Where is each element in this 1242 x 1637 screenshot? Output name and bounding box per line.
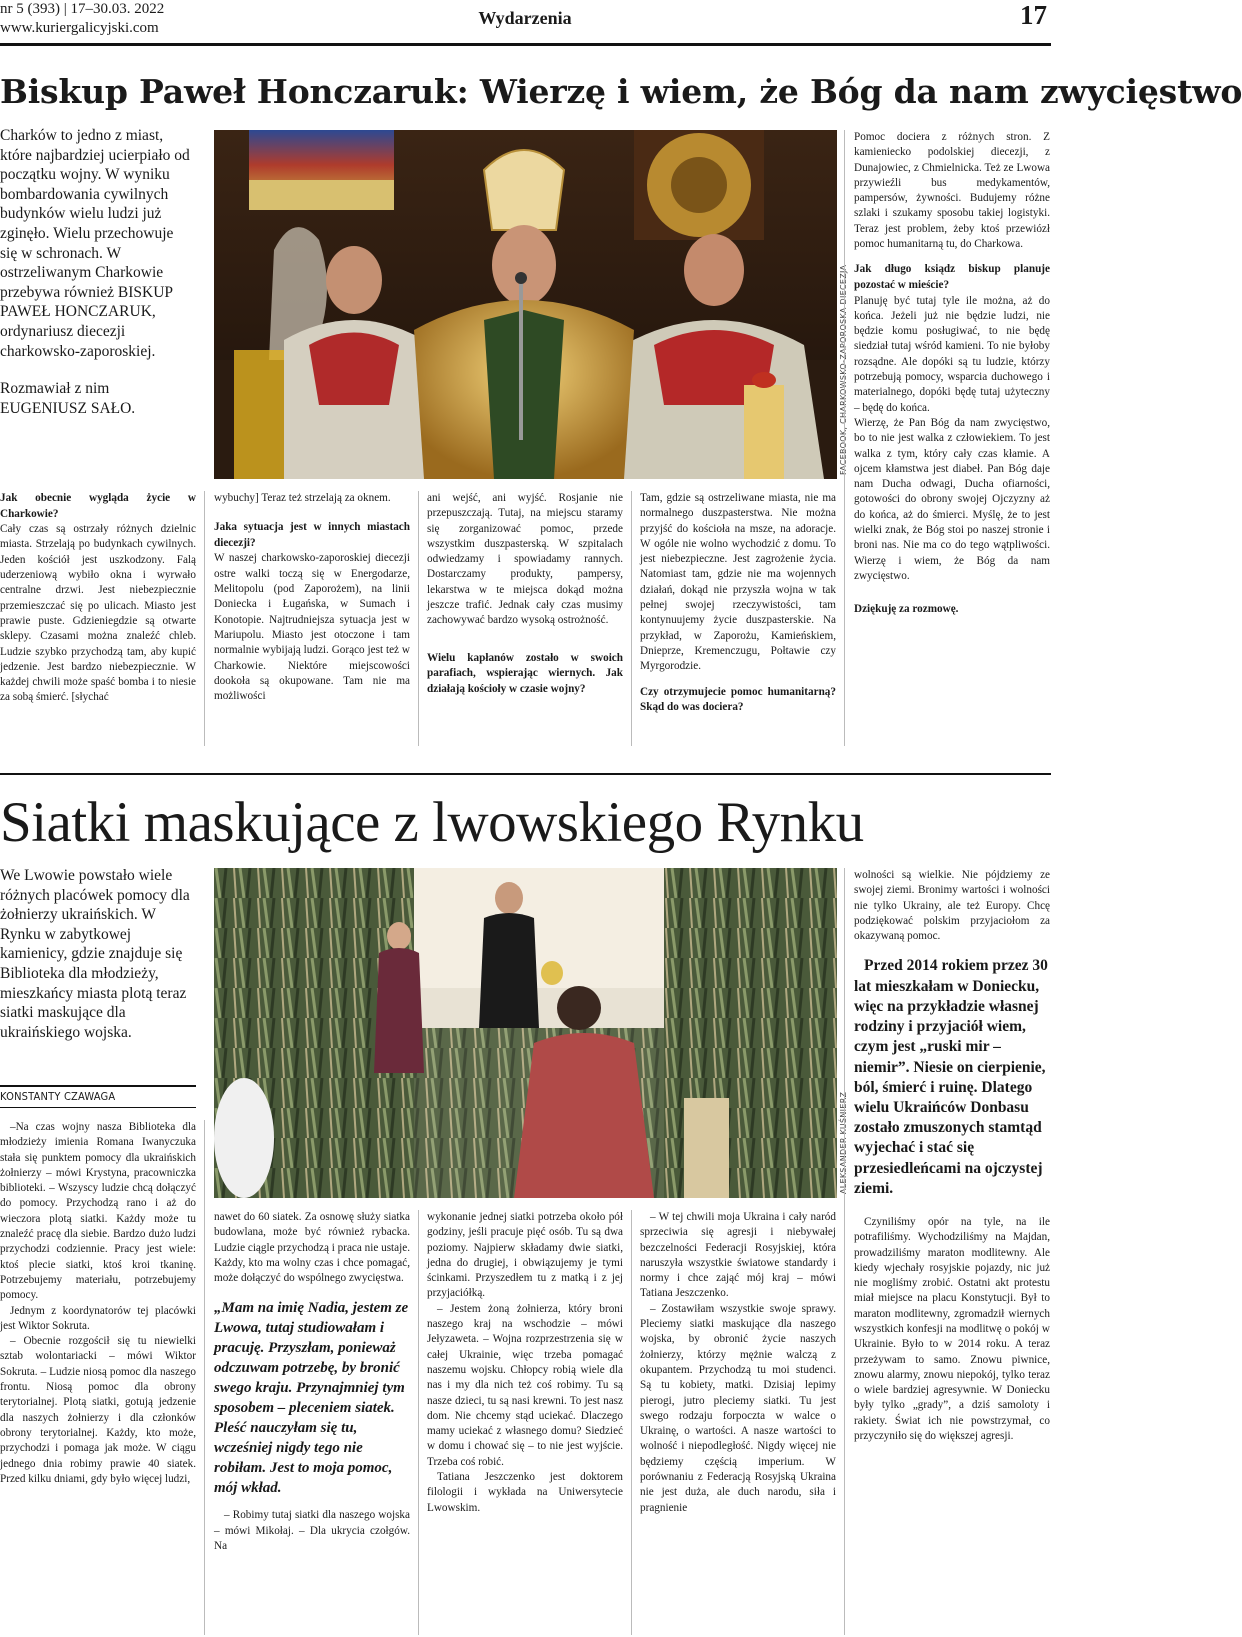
article1-lead	[0, 126, 192, 418]
article2-title: Siatki maskujące z lwowskiego Rynku	[0, 791, 864, 854]
article1-col2	[214, 491, 410, 704]
website-link[interactable]: www.kuriergalicyjski.com	[0, 20, 159, 36]
question-other-cities: Jaka sytuacja jest w innych miastach diecezji?	[214, 521, 410, 549]
issue-info	[0, 0, 164, 38]
article2-col1-p2: Jednym z koordynatorów tej placówki jest Wiktor Sokruta.	[0, 1304, 196, 1332]
article2-col1-p1: –Na czas wojny nasza Biblioteka dla młodzieży imienia Romana Iwanyczuka stała się punktem pomocy dla ukraińskich żołnierzy – mówi Krystyna, pracowniczka biblioteki. – Wszyscy ludzie chcą dołączyć do pomocy. Przychodzą rano i aż do wieczora plotą siatki. Każdy może tu znaleźć pracę dla siebie. Bardzo dużo ludzi przychodzi codziennie. Pracy jest wiele: ktoś plecie siatki, ktoś kroi tkaninę. Potrzebujemy materiału, potrzebujemy pomocy.	[0, 1121, 196, 1302]
article2-col5	[854, 868, 1050, 1444]
highlighted-quote: Przed 2014 rokiem przez 30 lat mieszkałam w Doniecku, więc na przykładzie własnej rodziny i przyjaciół wiem, czym jest „ruski mir – niemir”. Niesie on cierpienie, ból, śmierć i ruinę. Dlatego wielu Ukraińców Donbasu zostało zmuszonych stamtąd wyjechać i stać się przesiedleńcami na ojczystej ziemi.	[854, 957, 1048, 1197]
col-divider	[631, 1210, 632, 1635]
col-divider	[204, 491, 205, 746]
question-life-in-kharkiv: Jak obecnie wygląda życie w Charkowie?	[0, 492, 196, 520]
answer-continued: wybuchy] Teraz też strzelają za oknem.	[214, 492, 391, 504]
col-divider	[844, 130, 845, 746]
article2-col1	[0, 1120, 196, 1487]
answer-continued: ani wejść, ani wyjść. Rosjanie nie przepuszczają. Tutaj, na miejscu staramy się zorganizować pomoc, przede wszystkim duszpasterską. W szpitalach odwiedzamy i spowiadamy rannych. Dostarczamy produkty, pampersy, lekarstwa w te miejsca dokąd można jeszcze trafić. Jednak cały czas musimy zachowywać bardzo wysoką ostrożność.	[427, 492, 623, 627]
article1-byline: Rozmawiał z nim EUGENIUSZ SAŁO.	[0, 380, 136, 417]
article2-col3-p3: Tatiana Jeszczenko jest doktorem filologii i wykłada na Uniwersytecie Lwowskim.	[427, 1471, 623, 1514]
bishop-photo-image	[214, 130, 837, 479]
bishop-photo	[214, 130, 837, 479]
article-separator	[0, 773, 1051, 775]
article2-col3-p1: wykonanie jednej siatki potrzeba około pół godziny, jeśli pracuje pięć osób. Tu są dwa poziomy. Najpierw składamy dwie siatki, jedna do drugiej, i obwiązujemy je tymi ścinkami. Przyszedłem tu z matką i z jej przyjaciółką.	[427, 1211, 623, 1300]
byline-rule	[0, 1085, 196, 1087]
article2-col2	[214, 1210, 410, 1554]
answer-life-in-kharkiv: Cały czas są ostrzały różnych dzielnic miasta. Strzelają po budynkach cywilnych. Jeden kościół jest uszkodzony. Falą uderzeniową wybiło okna i wyrwało centralne drzwi. Jest niebezpiecznie przemieszczać się po ulicach. Miasto jest prawie puste. Gdzieniegdzie są otwarte sklepy. Czasami można znaleźć chleb. Ludzie szybko przychodzą tam, aby kupić jedzenie. Jest bardzo niebezpiecznie. W każdej chwili może spaść bomba i to niesie za sobą śmierć. [słychać	[0, 523, 196, 704]
article1-title: Biskup Paweł Honczaruk: Wierzę i wiem, że Bóg da nam zwycięstwo	[0, 72, 1242, 111]
article2-col2-p2: – Robimy tutaj siatki dla naszego wojska – mówi Mikołaj. – Dla ukrycia czołgów. Na	[214, 1509, 410, 1553]
col-divider	[418, 1210, 419, 1635]
question-humanitarian-aid: Czy otrzymujecie pomoc humanitarną? Skąd do was dociera?	[640, 685, 836, 714]
issue-number: nr 5 (393) | 17–30.03. 2022	[0, 1, 165, 17]
question-stay-in-city: Jak długo ksiądz biskup planuje pozostać w mieście?	[854, 263, 1050, 291]
article2-col4	[640, 1210, 836, 1516]
camouflage-nets-photo-image	[214, 868, 837, 1198]
answer-other-cities: W naszej charkowsko-zaporoskiej diecezji ostre walki toczą się w Energodarze, Melitopolu (pod Zaporożem), na linii Doniecka i Ługańska, w Sumach i Konotopie. Najtrudniejsza sytuacja jest w Mariupolu. Miasto jest otoczone i tam normalnie wybijają ludzi. Gorąco jest też w Charkowie. Niektóre miejscowości dookoła są okupowane. Tam nie ma możliwości	[214, 552, 410, 703]
article1-col1	[0, 491, 196, 706]
thanks-line: Dziękuję za rozmowę.	[854, 603, 959, 616]
article1-col5	[854, 130, 1050, 618]
article2-lead: We Lwowie powstało wiele różnych placówek pomocy dla żołnierzy ukraińskich. W Rynku w zabytkowej kamienicy, gdzie znajduje się Biblioteka dla młodzieży, mieszkańcy miasta plotą teraz siatki maskujące dla ukraińskiego wojska.	[0, 867, 190, 1041]
article2-col5-p1: wolności są wielkie. Nie pójdziemy ze swojej ziemi. Bronimy wartości i wolności nie tylko Ukrainy, ale też Europy. Chcę podziękować polskim przyjaciołom za okazywaną pomoc.	[854, 869, 1050, 943]
article2-col4-p2: – Zostawiłam wszystkie swoje sprawy. Pleciemy siatki maskujące dla naszego wojska, by obronić życie naszych żołnierzy, którzy mężnie walczą z okupantem. Przychodzą tu moi studenci. Są tu kobiety, matki. Dzisiaj lepimy pierogi, jutro pleciemy siatki. Tu jest swego rodzaju forpoczta w walce o Ukrainę, o wartości. A nasze wartości to wolność i niepodległość. Nigdy więcej nie będziemy częścią imperium. W porównaniu z Federacją Rosyjską Ukraina nie jest duża, ale duch narodu, siła i pragnienie	[640, 1302, 836, 1514]
answer-churches-in-war: Tam, gdzie są ostrzeliwane miasta, nie ma normalnego duszpasterstwa. Nie można przyjść do kościoła na msze, na adoracje. W ogóle nie wolno wychodzić z domu. To jest niebezpieczne. Jest zagrożenie życia. Natomiast tam, gdzie nie ma wojennych działań, dokąd nie przyszła wojna w tak pełnej swojej rzeczywistości, tam kontynuujemy życie duszpasterskie. Na przykład, w Zaporożu, Kamieńskiem, Dnieprze, Kremenczugu, Połtawie czy Myrgorodzie.	[640, 492, 836, 673]
page-number: 17	[1020, 0, 1047, 30]
article2-col5-p2: Czyniliśmy opór na tyle, na ile potrafiliśmy. Wychodziliśmy na Majdan, prowadziliśmy maraton modlitewny. Ale kiedy wjechały rosyjskie pojazdy, nic już nie mogliśmy zrobić. Ostatni akt protestu miał miejsce na placu Konstytucji. Był to maraton modlitewny, zgromadził wiernych wszystkich konfesji na modlitwę o pokój w Ukrainie. Było to w 2014 roku. A teraz przeżywam to samo. Znowu piwnice, znowu alarmy, znowu niepokój, tylko teraz o wiele bardziej agresywnie. W Doniecku były tylko „grady”, a dziś samoloty i rakiety. Świat ich nie powstrzymał, co przyczyniło się do większej agresji.	[854, 1215, 1050, 1443]
byline-rule	[0, 1107, 196, 1108]
pull-quote: „Mam na imię Nadia, jestem ze Lwowa, tutaj studiowałam i pracuję. Przyszłam, ponieważ odczuwam potrzebę, by bronić swego kraju. Przynajmniej tym sposobem – pleceniem siatek. Pleść nauczyłam się tu, wcześniej nigdy tego nie robiłam. Jest to moja pomoc, mój wkład.	[214, 1300, 409, 1497]
article1-col4	[640, 491, 836, 716]
question-churches-in-war: Wielu kapłanów zostało w swoich parafiach, wspierając wiernych. Jak działają kościoły w czasie wojny?	[427, 651, 623, 695]
col-divider	[204, 1120, 205, 1635]
section-title: Wydarzenia	[478, 8, 572, 28]
camouflage-nets-photo	[214, 868, 837, 1198]
answer-stay-in-city: Planuję być tutaj tyle ile można, aż do końca. Jeżeli już nie będzie ludzi, nie będzie komu posługiwać, to nie będę siedział tutaj wśród kamieni. To nie byłoby rozsądne. Ale dopóki są tu ludzie, którzy potrzebują pomocy, wsparcia duchowego i materialnego, dopóki będę tutaj użyteczny – będę do końca.	[854, 294, 1050, 414]
col-divider	[418, 491, 419, 746]
article2-byline: KONSTANTY CZAWAGA	[0, 1090, 116, 1103]
header-rule	[0, 43, 1051, 46]
article2-col3-p2: – Jestem żoną żołnierza, który broni naszego kraj na wschodzie – mówi Jełyzaweta. – Wojna rozprzestrzenia się w całej Ukrainie, więc trzeba pomagać naszemu wojsku. Chłopcy robią wiele dla nas i my dla nich też coś robimy. Tu są nasze dzieci, tu są nasi krewni. To jest nasz dom. Nie chcemy stąd uciekać. Dlaczego mamy uciekać z własnego domu? Siedzieć w domu i chować się – to nie jest wyjście. Trzeba coś robić.	[427, 1302, 623, 1468]
article1-lead-text: Charków to jedno z miast, które najbardziej ucierpiało od początku wojny. W wyniku bombardowania cywilnych budynków wielu ludzi już zginęło. Wielu przechowuje się w schronach. W ostrzeliwanym Charkowie przebywa również BISKUP PAWEŁ HONCZARUK, ordynariusz diecezji charkowsko-zaporoskiej.	[0, 127, 190, 360]
col-divider	[844, 868, 845, 1635]
article2-col2-p1: nawet do 60 siatek. Za osnowę służy siatka budowlana, może być również rybacka. Ludzie ciągle przychodzą i praca nie ustaje. Każdy, kto ma wolny czas i chce pomagać, może dołączyć do wspólnego zwycięstwa.	[214, 1211, 410, 1285]
article2-col4-p1: – W tej chwili moja Ukraina i cały naród sprzeciwia się agresji i niebywałej bezczelności Federacji Rosyjskiej, która naruszyła wszystkie światowe standardy i normy i chce zająć mój kraj – mówi Tatiana Jeszczenko.	[640, 1211, 836, 1300]
article1-col3	[427, 491, 623, 697]
answer-humanitarian-aid: Pomoc dociera z różnych stron. Z kamieniecko podolskiej diecezji, z Dunajowiec, z Chmielnicka. Też ze Lwowa przywieźli bus medykamentów, pampersów, żywności. Budujemy różne szlaki i szukamy sposobu takiej logistyki. Teraz jest problem, żeby ktoś przewiózł pomoc humanitarną tu, do Charkowa.	[854, 131, 1050, 251]
article2-col3	[427, 1210, 623, 1516]
article2-col1-p3: – Obecnie rozgościł się tu niewielki sztab wolontariacki – mówi Wiktor Sokruta. – Ludzie niosą pomoc dla naszego frontu. Niosą pomoc dla obrony terytorialnej. Plotą siatki, gotują jedzenie dla naszych żołnierzy i dla członków obrony terytorialnej. Każdy, kto może, przychodzi i pomaga jak może. W ciągu jednego dnia robimy prawie 40 siatek. Przed kilku dniami, gdy było więcej ludzi,	[0, 1335, 196, 1485]
col-divider	[631, 491, 632, 746]
answer-victory: Wierzę, że Pan Bóg da nam zwycięstwo, bo to nie jest walka z człowiekiem. To jest walka z tym, który cały czas kłamie. A ojcem kłamstwa jest diabeł. Pan Bóg daje nam Ducha odwagi, Ducha ofiarności, gotowości do obrony swojej Ojczyzny aż do końca, aż do śmierci. Myślę, że to jest wielki znak, że Bóg stoi po naszej stronie i broni nas. Nie ma co do tego wątpliwości. Wierzę i wiem, że Bóg da nam zwycięstwo.	[854, 416, 1050, 582]
